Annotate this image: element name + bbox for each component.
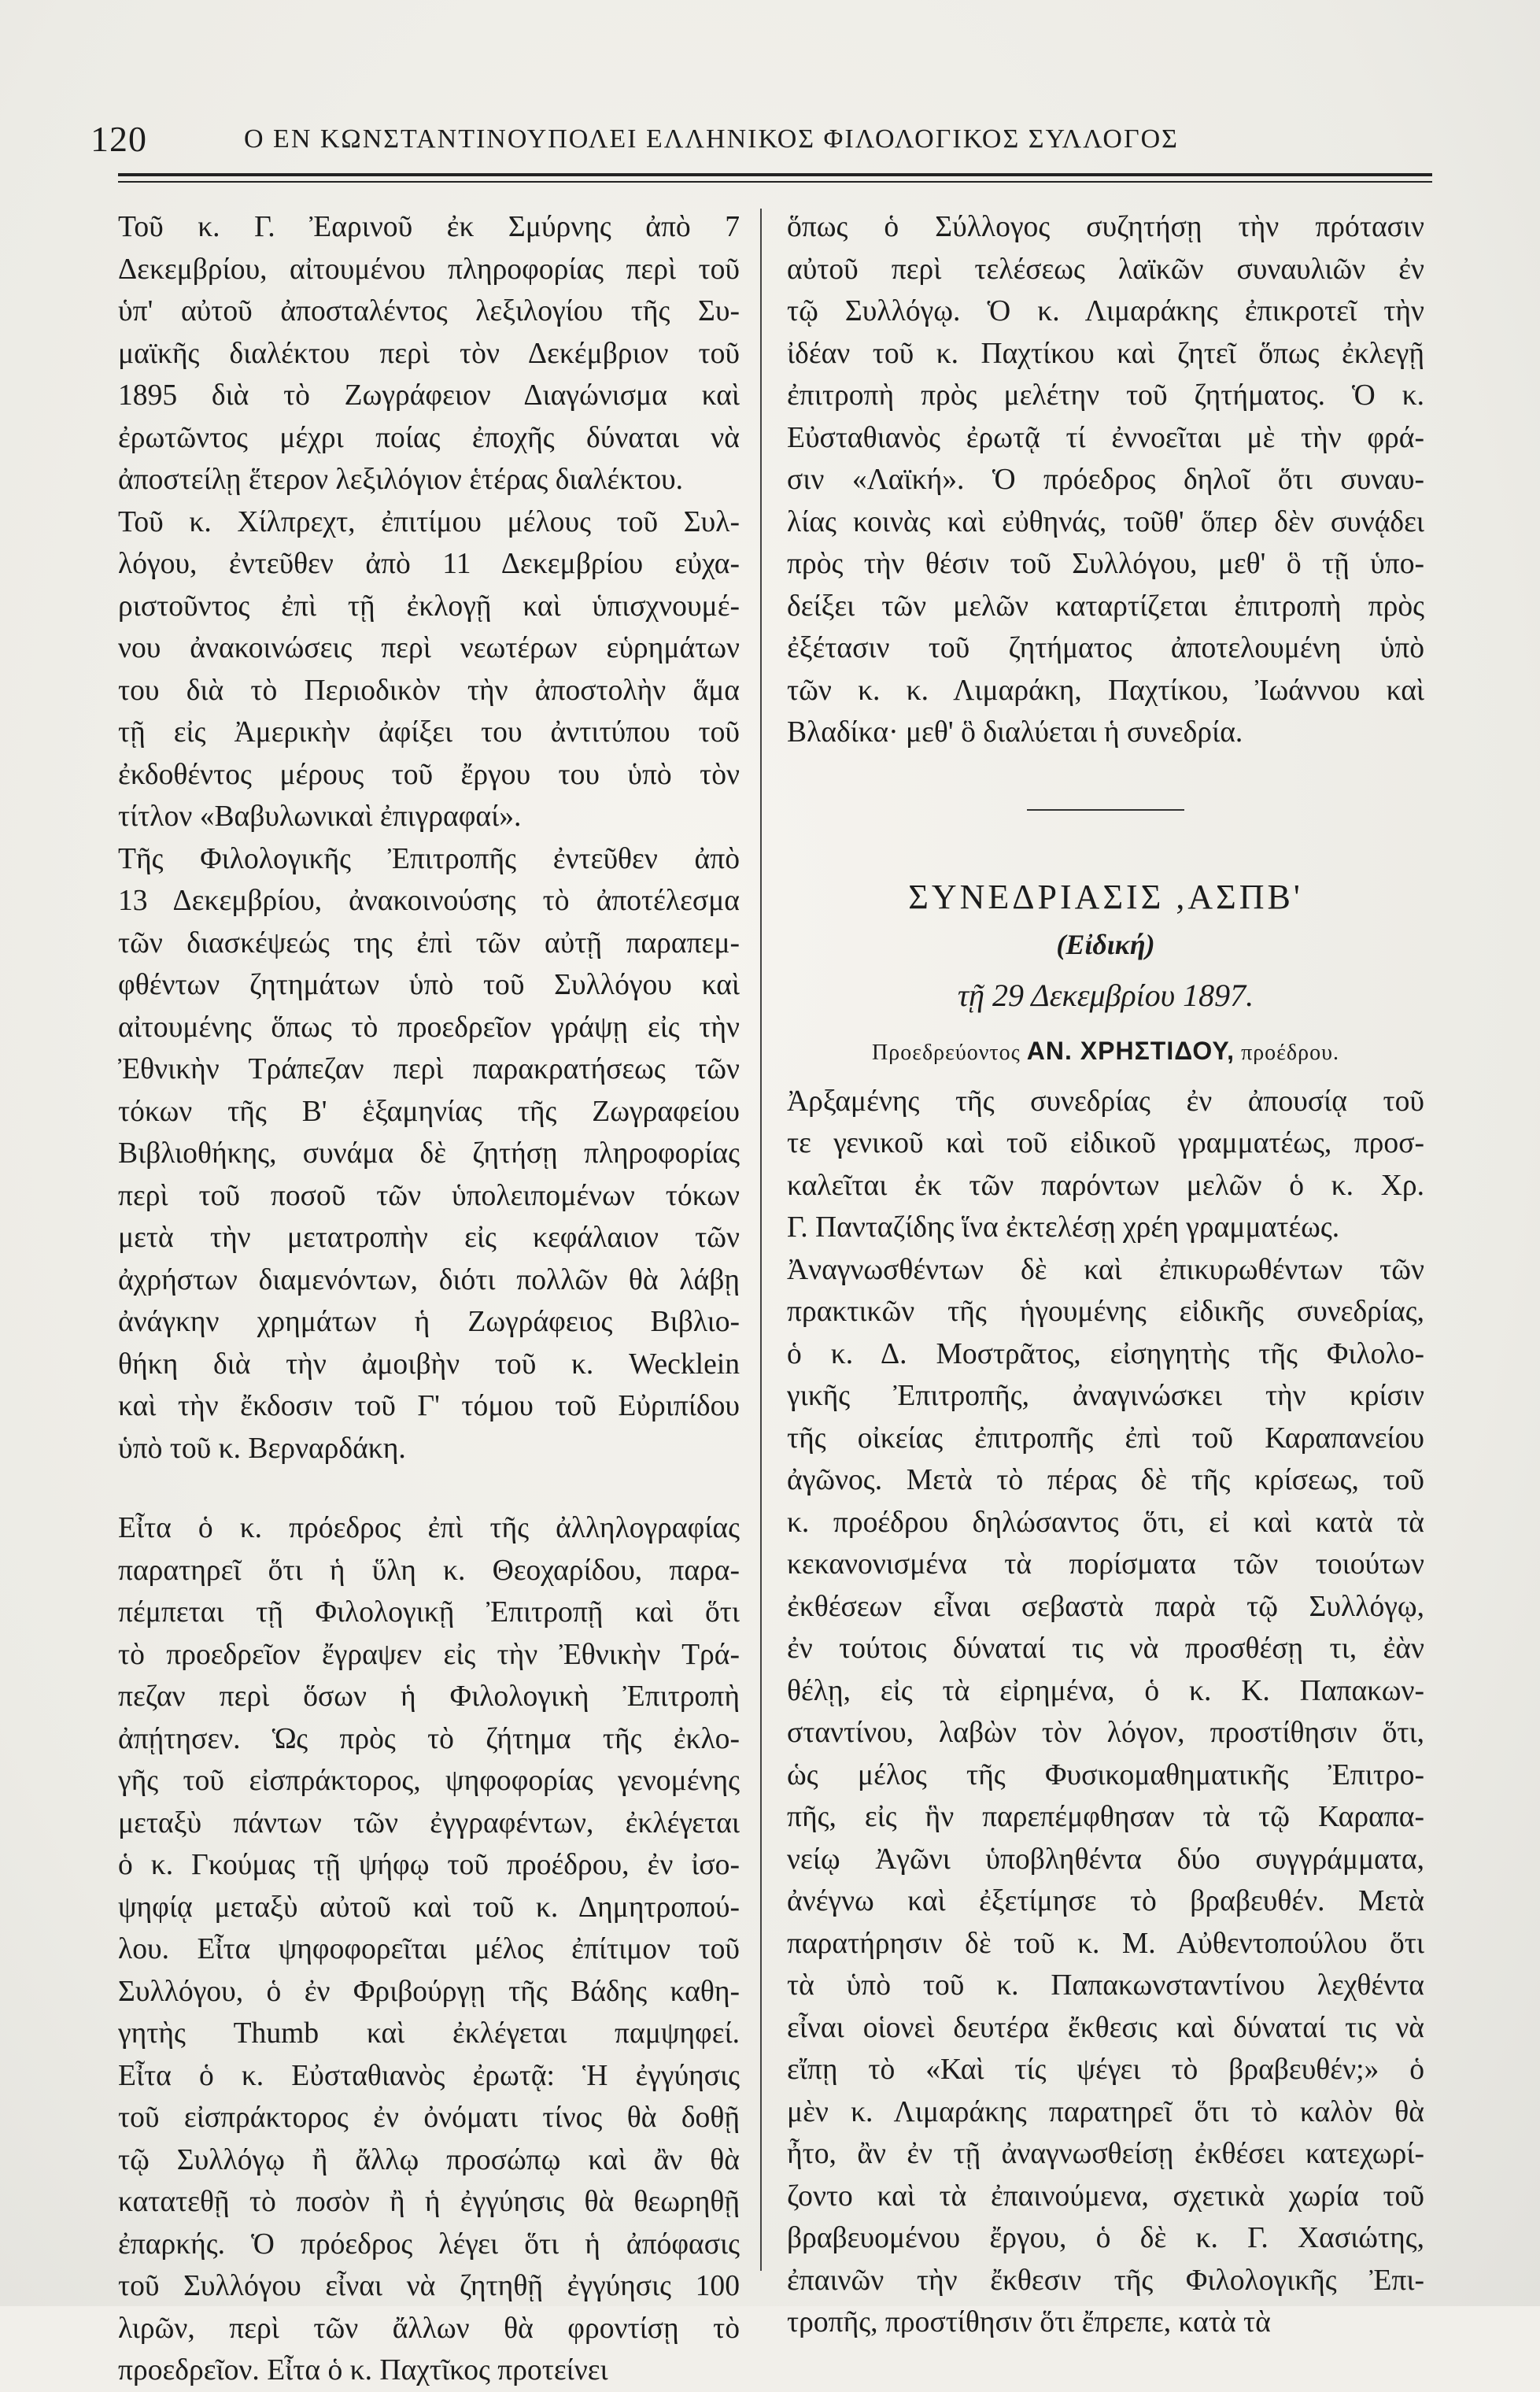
text-line: πέμπεται τῇ Φιλολογικῇ Ἐπιτροπῇ καὶ ὅτι bbox=[118, 1596, 740, 1629]
text-line: ὡς μέλος τῆς Φυσικομαθηματικῆς Ἐπιτρο- bbox=[787, 1758, 1424, 1791]
text-line: παρατηρεῖ ὅτι ἡ ὕλη κ. Θεοχαρίδου, παρα- bbox=[118, 1554, 740, 1587]
text-line: του διὰ τὸ Περιοδικὸν τὴν ἀποστολὴν ἅμα bbox=[118, 674, 740, 707]
left-column bbox=[118, 206, 740, 2392]
text-line: ἐρωτῶντος μέχρι ποίας ἐποχῆς δύναται νὰ bbox=[118, 421, 740, 454]
text-line: τῶν διασκέψεώς της ἐπὶ τῶν αὐτῇ παραπεμ- bbox=[118, 926, 740, 959]
text-line: ἀνάγκην χρημάτων ἡ Ζωγράφειος Βιβλιο- bbox=[118, 1306, 740, 1338]
text-line: θέλῃ, εἰς τὰ εἰρημένα, ὁ κ. Κ. Παπακων- bbox=[787, 1674, 1424, 1707]
text-line: βραβευομένου ἔργου, ὁ δὲ κ. Γ. Χασιώτης, bbox=[787, 2222, 1424, 2254]
text-line: ὅπως ὁ Σύλλογος συζητήσῃ τὴν πρότασιν bbox=[787, 211, 1424, 243]
text-line: τῇ εἰς Ἀμερικὴν ἀφίξει του ἀντιτύπου τοῦ bbox=[118, 716, 740, 749]
text-line: προεδρεῖον. Εἶτα ὁ κ. Παχτῖκος προτείνει bbox=[118, 2354, 608, 2386]
text-line: τῷ Συλλόγῳ. Ὁ κ. Λιμαράκης ἐπικροτεῖ τὴν bbox=[787, 295, 1424, 327]
text-line: πρὸς τὴν θέσιν τοῦ Συλλόγου, μεθ' ὃ τῇ ὑπο- bbox=[787, 548, 1424, 580]
text-line: τοῦ εἰσπράκτορος ἐν ὀνόματι τίνος θὰ δοθῇ bbox=[118, 2102, 740, 2134]
text-line: ἦτο, ἂν ἐν τῇ ἀναγνωσθείσῃ ἐκθέσει κατεχωρί- bbox=[787, 2138, 1424, 2170]
presidency-prefix: Προεδρεύοντος bbox=[872, 1040, 1021, 1065]
text-line: Ἀρξαμένης τῆς συνεδρίας ἐν ἀπουσίᾳ τοῦ bbox=[787, 1085, 1424, 1118]
text-line: ὁ κ. Δ. Μοστρᾶτος, εἰσηγητὴς τῆς Φιλολο- bbox=[787, 1337, 1424, 1370]
text-line: ὑπ' αὐτοῦ ἀποσταλέντος λεξιλογίου τῆς Συ- bbox=[118, 295, 740, 327]
text-line: σιν «Λαϊκή». Ὁ πρόεδρος δηλοῖ ὅτι συναυ- bbox=[787, 464, 1424, 496]
text-line: αὐτοῦ περὶ τελέσεως λαϊκῶν συναυλιῶν ἐν bbox=[787, 253, 1424, 286]
text-line: ἐπιτροπὴ πρὸς μελέτην τοῦ ζητήματος. Ὁ κ. bbox=[787, 379, 1424, 412]
text-line: γῆς τοῦ εἰσπράκτορος, ψηφοφορίας γενομένης bbox=[118, 1765, 740, 1797]
text-line: ριστοῦντος ἐπὶ τῇ ἐκλογῇ καὶ ὑπισχνουμέ- bbox=[118, 590, 740, 623]
text-line: Εἶτα ὁ κ. πρόεδρος ἐπὶ τῆς ἀλληλογραφίας bbox=[118, 1512, 740, 1544]
paragraph bbox=[787, 1249, 1424, 2344]
text-line: Γ. Πανταζίδης ἵνα ἐκτελέσῃ χρέη γραμματέως. bbox=[787, 1211, 1340, 1244]
text-line: νου ἀνακοινώσεις περὶ νεωτέρων εὑρημάτων bbox=[118, 632, 740, 664]
text-line: ἐπαρκής. Ὁ πρόεδρος λέγει ὅτι ἡ ἀπόφασις bbox=[118, 2227, 740, 2261]
text-line: μετὰ τὴν μετατροπὴν εἰς κεφάλαιον τῶν bbox=[118, 1222, 740, 1254]
text-line: ὁ κ. Γκούμας τῇ ψήφῳ τοῦ προέδρου, ἐν ἰσο- bbox=[118, 1849, 740, 1881]
text-line: ἐξέτασιν τοῦ ζητήματος ἀποτελουμένη ὑπὸ bbox=[787, 632, 1424, 664]
text-line: πῆς, εἰς ἣν παρεπέμφθησαν τὰ τῷ Καραπα- bbox=[787, 1801, 1424, 1833]
text-line: καλεῖται ἐκ τῶν παρόντων μελῶν ὁ κ. Χρ. bbox=[787, 1169, 1424, 1202]
text-line: Τοῦ κ. Γ. Ἐαρινοῦ ἐκ Σμύρνης ἀπὸ 7 bbox=[118, 211, 740, 243]
paragraph bbox=[118, 1507, 740, 2392]
page-header bbox=[90, 118, 1302, 165]
text-line: Ἐθνικὴν Τράπεζαν περὶ παρακρατήσεως τῶν bbox=[118, 1053, 740, 1085]
text-line: τροπῆς, προστίθησιν ὅτι ἔπρεπε, κατὰ τὰ bbox=[787, 2306, 1271, 2338]
text-line: γητὴς Thumb καὶ ἐκλέγεται παμψηφεί. bbox=[118, 2017, 740, 2050]
right-column bbox=[787, 206, 1424, 2344]
text-line: κατατεθῇ τὸ ποσὸν ἢ ἡ ἐγγύησις θὰ θεωρηθῇ bbox=[118, 2186, 740, 2218]
text-line: τοῦ Συλλόγου εἶναι νὰ ζητηθῇ ἐγγύησις 100 bbox=[118, 2270, 740, 2302]
text-line: τὸ προεδρεῖον ἔγραψεν εἰς τὴν Ἐθνικὴν Τρά- bbox=[118, 1638, 740, 1671]
text-line: πεζαν περὶ ὅσων ἡ Φιλολογικὴ Ἐπιτροπὴ bbox=[118, 1680, 740, 1713]
paragraph bbox=[787, 1081, 1424, 1249]
text-line: τόκων τῆς Β' ἑξαμηνίας τῆς Ζωγραφείου bbox=[118, 1095, 740, 1128]
text-line: τὰ ὑπὸ τοῦ κ. Παπακωνσταντίνου λεχθέντα bbox=[787, 1969, 1424, 2002]
text-line: ἐκθέσεων εἶναι σεβαστὰ παρὰ τῷ Συλλόγῳ, bbox=[787, 1590, 1424, 1623]
text-line: λου. Εἶτα ψηφοφορεῖται μέλος ἐπίτιμον τοῦ bbox=[118, 1933, 740, 1965]
text-line: ἐκδοθέντος μέρους τοῦ ἔργου του ὑπὸ τὸν bbox=[118, 758, 740, 791]
text-line: Βλαδίκα· μεθ' ὃ διαλύεται ἡ συνεδρία. bbox=[787, 716, 1243, 749]
text-line: ἐπαινῶν τὴν ἔκθεσιν τῆς Φιλολογικῆς Ἐπι- bbox=[787, 2264, 1424, 2297]
presidency-name: ΑΝ. ΧΡΗΣΤΙΔΟΥ, bbox=[1026, 1036, 1235, 1065]
session-title: ΣΥΝΕΔΡΙΑΣΙΣ ,ΑΣΠΒ' bbox=[908, 877, 1303, 916]
paragraph bbox=[118, 206, 740, 501]
text-line: ζοντο καὶ τὰ ἐπαινούμενα, σχετικὰ χωρία τοῦ bbox=[787, 2179, 1424, 2213]
text-line: ἀποστείλῃ ἕτερον λεξιλόγιον ἑτέρας διαλέκτου. bbox=[118, 464, 684, 496]
text-line: παρατήρησιν δὲ τοῦ κ. Μ. Αὐθεντοπούλου ὅτι bbox=[787, 1927, 1424, 1960]
text-line: ἀγῶνος. Μετὰ τὸ πέρας δὲ τῆς κρίσεως, τοῦ bbox=[787, 1464, 1424, 1496]
text-line: ἀνέγνω καὶ ἐξετίμησε τὸ βραβευθέν. Μετὰ bbox=[787, 1885, 1424, 1917]
text-line: 13 Δεκεμβρίου, ἀνακοινούσης τὸ ἀποτέλεσμα bbox=[118, 885, 740, 917]
text-line: 1895 διὰ τὸ Ζωγράφειον Διαγώνισμα καὶ bbox=[118, 379, 740, 412]
text-line: ἐν τούτοις δύναταί τις νὰ προσθέσῃ τι, ἐὰν bbox=[787, 1632, 1424, 1665]
text-line: ψηφίᾳ μεταξὺ αὐτοῦ καὶ τοῦ κ. Δημητροπού- bbox=[118, 1891, 740, 1924]
text-line: θήκη διὰ τὴν ἀμοιβὴν τοῦ κ. Wecklein bbox=[118, 1348, 740, 1381]
text-line: μεταξὺ πάντων τῶν ἐγγραφέντων, ἐκλέγεται bbox=[118, 1806, 740, 1839]
text-line: Δεκεμβρίου, αἰτουμένου πληροφορίας περὶ τοῦ bbox=[118, 253, 740, 286]
header-rule-thick bbox=[118, 173, 1432, 176]
page-number: 120 bbox=[90, 119, 147, 159]
text-line: τῶν κ. κ. Λιμαράκη, Παχτίκου, Ἰωάννου καὶ bbox=[787, 674, 1424, 707]
column-divider bbox=[760, 209, 762, 2271]
text-line: Συλλόγου, ὁ ἐν Φριβούργῃ τῆς Βάδης καθη- bbox=[118, 1975, 740, 2008]
text-line: ἰδέαν τοῦ κ. Παχτίκου καὶ ζητεῖ ὅπως ἐκλεγῇ bbox=[787, 337, 1424, 370]
session-date: τῇ 29 Δεκεμβρίου 1897. bbox=[957, 977, 1254, 1013]
text-line: κεκανονισμένα τὰ πορίσματα τῶν τοιούτων bbox=[787, 1548, 1424, 1580]
paragraph bbox=[118, 501, 740, 838]
text-line: καὶ τὴν ἔκδοσιν τοῦ Γ' τόμου τοῦ Εὐριπίδου bbox=[118, 1390, 740, 1422]
text-line: λίας κοινὰς καὶ εὐθηνάς, τοῦθ' ὅπερ δὲν συνᾴδει bbox=[787, 505, 1424, 538]
text-line: εἶναι οἱονεὶ δευτέρα ἔκθεσις καὶ δύναταί τις νὰ bbox=[787, 2011, 1424, 2044]
text-line: Ἀναγνωσθέντων δὲ καὶ ἐπικυρωθέντων τῶν bbox=[787, 1253, 1424, 1286]
session-subtitle: (Εἰδική) bbox=[1056, 928, 1155, 960]
text-line: σταντίνου, λαβὼν τὸν λόγον, προστίθησιν ὅτι, bbox=[787, 1717, 1424, 1749]
text-line: γικῆς Ἐπιτροπῆς, ἀναγινώσκει τὴν κρίσιν bbox=[787, 1380, 1424, 1412]
text-line: πρακτικῶν τῆς ἡγουμένης εἰδικῆς συνεδρίας, bbox=[787, 1296, 1424, 1328]
text-line: ἀχρήστων διαμενόντων, διότι πολλῶν θὰ λάβῃ bbox=[118, 1263, 740, 1296]
text-line: λόγου, ἐντεῦθεν ἀπὸ 11 Δεκεμβρίου εὐχα- bbox=[118, 548, 740, 580]
text-line: ὑπὸ τοῦ κ. Βερναρδάκη. bbox=[118, 1432, 406, 1465]
text-line: ἀπῄτησεν. Ὡς πρὸς τὸ ζήτημα τῆς ἐκλο- bbox=[118, 1722, 740, 1755]
presidency-line bbox=[787, 1023, 1424, 1081]
text-line: λιρῶν, περὶ τῶν ἄλλων θὰ φροντίσῃ τὸ bbox=[118, 2312, 740, 2345]
text-line: Βιβλιοθήκης, συνάμα δὲ ζητήσῃ πληροφορίας bbox=[118, 1137, 740, 1170]
header-rule-thin bbox=[118, 181, 1432, 183]
text-line: Τῆς Φιλολογικῆς Ἐπιτροπῆς ἐντεῦθεν ἀπὸ bbox=[118, 842, 740, 875]
text-line: δείξει τῶν μελῶν καταρτίζεται ἐπιτροπὴ πρὸς bbox=[787, 590, 1424, 623]
text-line: τίτλον «Βαβυλωνικαὶ ἐπιγραφαί». bbox=[118, 800, 522, 833]
paragraph bbox=[118, 838, 740, 1470]
running-title: Ο ΕΝ ΚΩΝΣΤΑΝΤΙΝΟΥΠΟΛΕΙ ΕΛΛΗΝΙΚΟΣ ΦΙΛΟΛΟΓΙΚΟΣ ΣΥΛΛΟΓΟΣ bbox=[244, 124, 1179, 153]
text-line: Εὐσταθιανὸς ἐρωτᾷ τί ἐννοεῖται μὲ τὴν φρά- bbox=[787, 421, 1424, 454]
text-line: μὲν κ. Λιμαράκης παρατηρεῖ ὅτι τὸ καλὸν θὰ bbox=[787, 2095, 1424, 2128]
text-line: κ. προέδρου δηλώσαντος ὅτι, εἰ καὶ κατὰ τὰ bbox=[787, 1506, 1424, 1539]
text-line: Εἶτα ὁ κ. Εὐσταθιανὸς ἐρωτᾷ: Ἡ ἐγγύησις bbox=[118, 2059, 740, 2092]
text-line: τῷ Συλλόγῳ ἢ ἄλλῳ προσώπῳ καὶ ἂν θὰ bbox=[118, 2143, 740, 2176]
text-line: αἰτουμένης ὅπως τὸ προεδρεῖον γράψῃ εἰς τὴν bbox=[118, 1011, 740, 1044]
text-line: τε γενικοῦ καὶ τοῦ εἰδικοῦ γραμματέως, προσ- bbox=[787, 1127, 1424, 1159]
text-line: νείῳ Ἀγῶνι ὑποβληθέντα δύο συγγράμματα, bbox=[787, 1843, 1424, 1876]
text-line: Τοῦ κ. Χίλπρεχτ, ἐπιτίμου μέλους τοῦ Συλ- bbox=[118, 505, 740, 538]
section-separator bbox=[1027, 809, 1184, 811]
paragraph bbox=[787, 206, 1424, 754]
text-line: φθέντων ζητημάτων ὑπὸ τοῦ Συλλόγου καὶ bbox=[118, 969, 740, 1001]
text-line: μαϊκῆς διαλέκτου περὶ τὸν Δεκέμβριον τοῦ bbox=[118, 337, 740, 370]
text-line: εἴπῃ τὸ «Καὶ τίς ψέγει τὸ βραβευθέν;» ὁ bbox=[787, 2054, 1424, 2086]
text-line: τῆς οἰκείας ἐπιτροπῆς ἐπὶ τοῦ Καραπανείου bbox=[787, 1422, 1424, 1455]
text-line: περὶ τοῦ ποσοῦ τῶν ὑπολειπομένων τόκων bbox=[118, 1179, 740, 1212]
paragraph-gap bbox=[118, 1470, 740, 1507]
presidency-suffix: προέδρου. bbox=[1241, 1040, 1339, 1065]
